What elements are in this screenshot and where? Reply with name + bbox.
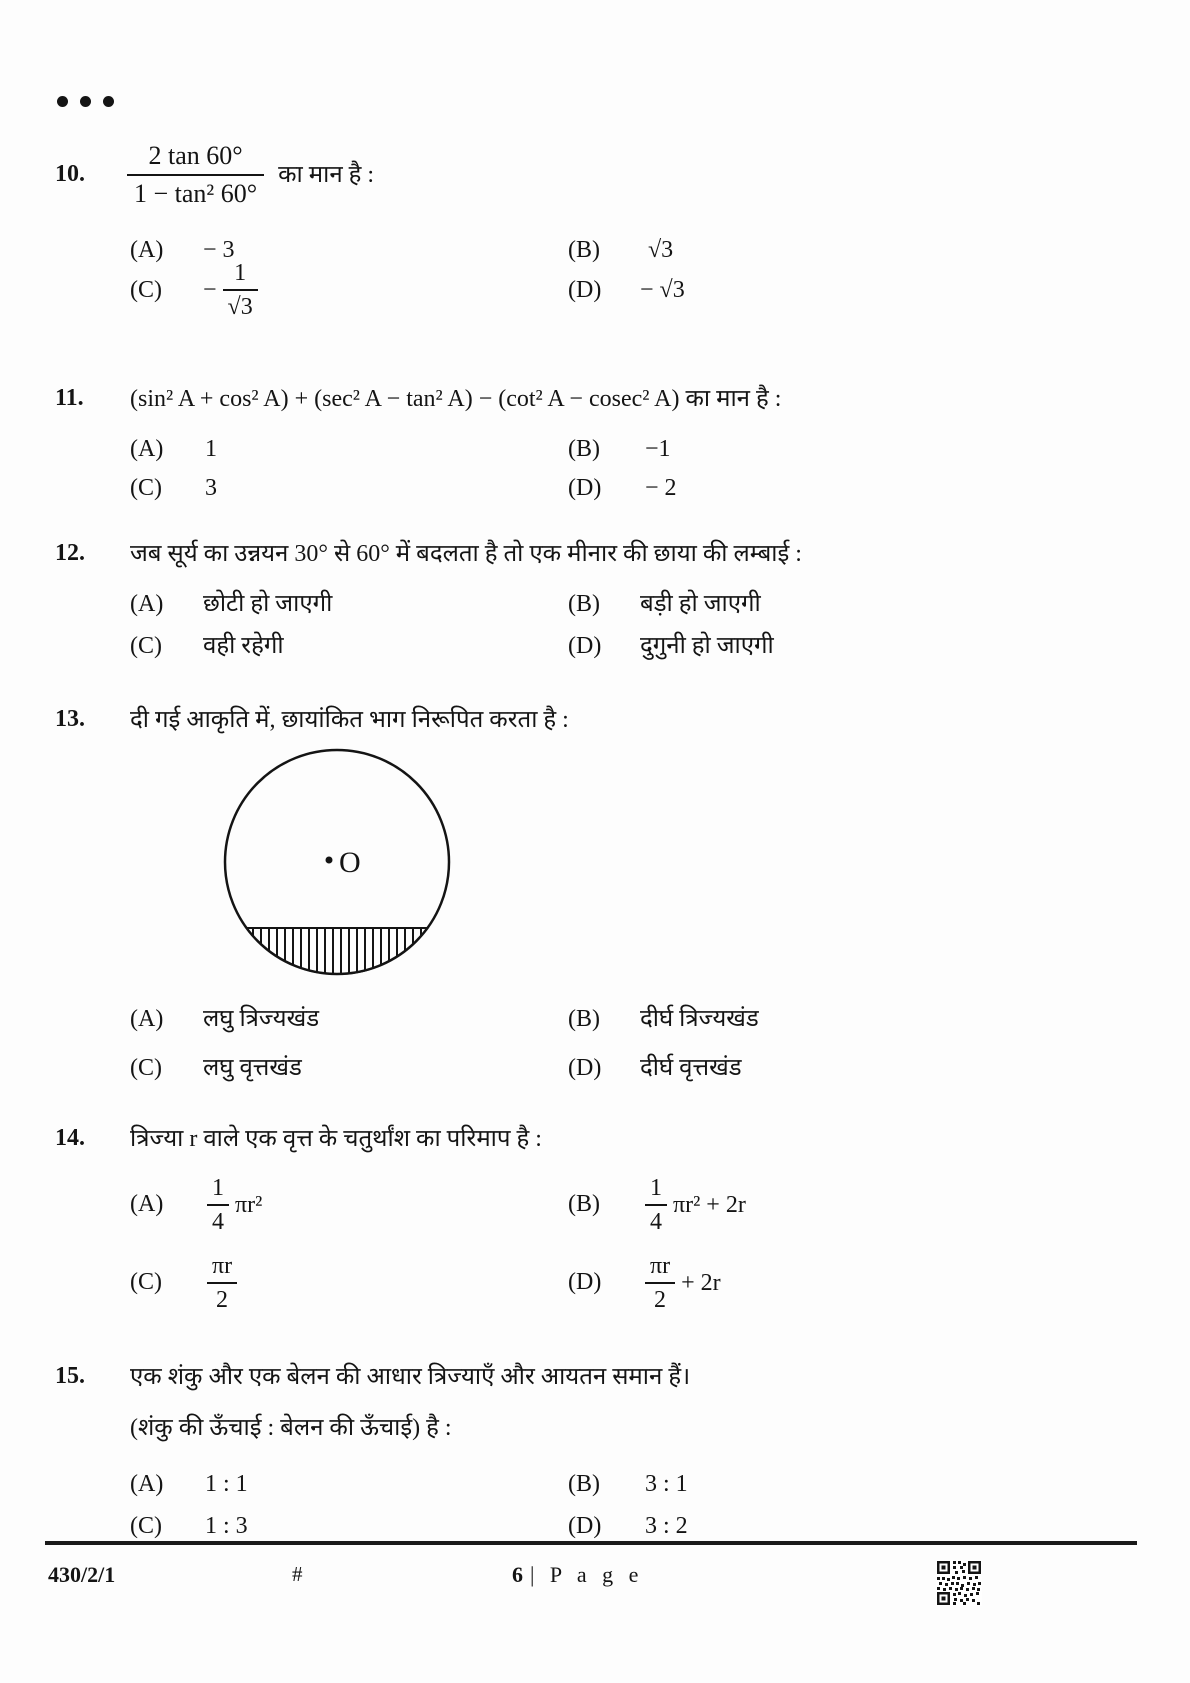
fraction (223, 257, 258, 323)
formula-tail: πr² (235, 1192, 263, 1218)
page-number: 6 (512, 1562, 523, 1587)
option-value: − 3 (203, 237, 235, 263)
option-value (203, 256, 258, 324)
fraction (645, 1250, 675, 1316)
question-14-number: 14. (55, 1125, 85, 1151)
option-label: (B) (568, 591, 600, 617)
option-label: (C) (130, 633, 162, 659)
option-label: (B) (568, 1191, 600, 1217)
fraction (127, 138, 264, 212)
fraction-denominator: 4 (645, 1204, 667, 1238)
fraction-denominator: 2 (207, 1282, 237, 1316)
dot-icon (57, 96, 68, 107)
fraction-denominator: 2 (645, 1282, 675, 1316)
option-label: (A) (130, 1006, 164, 1032)
question-13-text: दी गई आकृति में, छायांकित भाग निरूपित करता है : (130, 707, 569, 733)
option-value: लघु वृत्तखंड (203, 1055, 302, 1081)
formula-tail: πr² + 2r (673, 1192, 746, 1218)
option-label: (C) (130, 1513, 162, 1539)
option-value (207, 1247, 243, 1319)
question-11-number: 11. (55, 385, 84, 411)
dot-icon (80, 96, 91, 107)
question-10-text: का मान है : (278, 162, 375, 188)
option-value: 1 : 3 (205, 1513, 248, 1539)
fraction-denominator: 4 (207, 1204, 229, 1238)
paper-code: 430/2/1 (48, 1562, 116, 1587)
option-value: बड़ी हो जाएगी (640, 591, 761, 617)
fraction-numerator: πr (650, 1253, 671, 1279)
question-15-text-line1: एक शंकु और एक बेलन की आधार त्रिज्याएँ और आयतन समान हैं। (130, 1364, 691, 1390)
option-label: (D) (568, 475, 602, 501)
question-15-number: 15. (55, 1363, 85, 1389)
option-value: − √3 (640, 277, 685, 303)
option-label: (B) (568, 436, 600, 462)
option-value (645, 1169, 746, 1241)
fraction-numerator: 1 (212, 1175, 224, 1201)
option-value: 3 (205, 475, 217, 501)
question-12-text: जब सूर्य का उन्नयन 30° से 60° में बदलता है तो एक मीनार की छाया की लम्बाई : (130, 541, 802, 567)
fraction-numerator: 1 (234, 260, 247, 286)
page-marker-dots (57, 96, 114, 107)
fraction-denominator: √3 (223, 289, 258, 323)
fraction-numerator: 1 (650, 1175, 662, 1201)
option-label: (C) (130, 1269, 162, 1295)
center-label: O (339, 846, 361, 879)
question-15-text-line2: (शंकु की ऊँचाई : बेलन की ऊँचाई) है : (130, 1415, 452, 1441)
formula-tail: + 2r (681, 1270, 721, 1296)
option-label: (D) (568, 277, 602, 303)
option-label: (B) (568, 1471, 600, 1497)
option-value: 3 : 1 (645, 1471, 688, 1497)
question-11-text: (sin² A + cos² A) + (sec² A − tan² A) − (cot² A − cosec² A) का मान है : (130, 386, 782, 412)
minus-sign: − (203, 277, 217, 303)
option-value: −1 (645, 436, 671, 462)
question-14-text: त्रिज्या r वाले एक वृत्त के चतुर्थांश का परिमाप है : (130, 1126, 542, 1152)
option-value: 1 : 1 (205, 1471, 248, 1497)
option-label: (B) (568, 237, 600, 263)
option-value: 1 (205, 436, 217, 462)
option-label: (D) (568, 1513, 602, 1539)
qr-code (936, 1560, 982, 1606)
fraction-numerator: πr (212, 1253, 233, 1279)
option-value (645, 1247, 721, 1319)
option-value (207, 1169, 262, 1241)
option-label: (D) (568, 1269, 602, 1295)
center-dot (326, 857, 333, 864)
page-word: | P a g e (530, 1562, 644, 1587)
fraction-denominator: 1 − tan² 60° (127, 174, 264, 212)
option-label: (D) (568, 633, 602, 659)
option-value: दीर्घ त्रिज्यखंड (640, 1006, 759, 1032)
option-label: (B) (568, 1006, 600, 1032)
fraction-numerator: 2 tan 60° (148, 141, 243, 170)
option-label: (A) (130, 436, 164, 462)
option-value: √3 (648, 237, 674, 263)
option-value: वही रहेगी (203, 633, 284, 659)
option-label: (A) (130, 237, 164, 263)
fraction (645, 1172, 667, 1238)
fraction (207, 1172, 229, 1238)
option-value: 3 : 2 (645, 1513, 688, 1539)
option-label: (C) (130, 1055, 162, 1081)
dot-icon (103, 96, 114, 107)
circle-segment-figure (217, 742, 457, 982)
option-label: (C) (130, 277, 162, 303)
question-13-number: 13. (55, 706, 85, 732)
question-12-number: 12. (55, 540, 85, 566)
question-10-number: 10. (55, 161, 85, 187)
option-label: (C) (130, 475, 162, 501)
option-label: (D) (568, 1055, 602, 1081)
fraction (207, 1250, 237, 1316)
footer-hash: # (292, 1562, 303, 1586)
option-label: (A) (130, 591, 164, 617)
option-label: (A) (130, 1471, 164, 1497)
option-label: (A) (130, 1191, 164, 1217)
option-value: − 2 (645, 475, 677, 501)
option-value: लघु त्रिज्यखंड (203, 1006, 320, 1032)
shaded-minor-segment (247, 928, 428, 974)
option-value: दीर्घ वृत्तखंड (640, 1055, 742, 1081)
footer-divider (45, 1541, 1137, 1545)
option-value: छोटी हो जाएगी (203, 591, 333, 617)
option-value: दुगुनी हो जाएगी (640, 633, 774, 659)
question-10-formula (127, 138, 374, 212)
